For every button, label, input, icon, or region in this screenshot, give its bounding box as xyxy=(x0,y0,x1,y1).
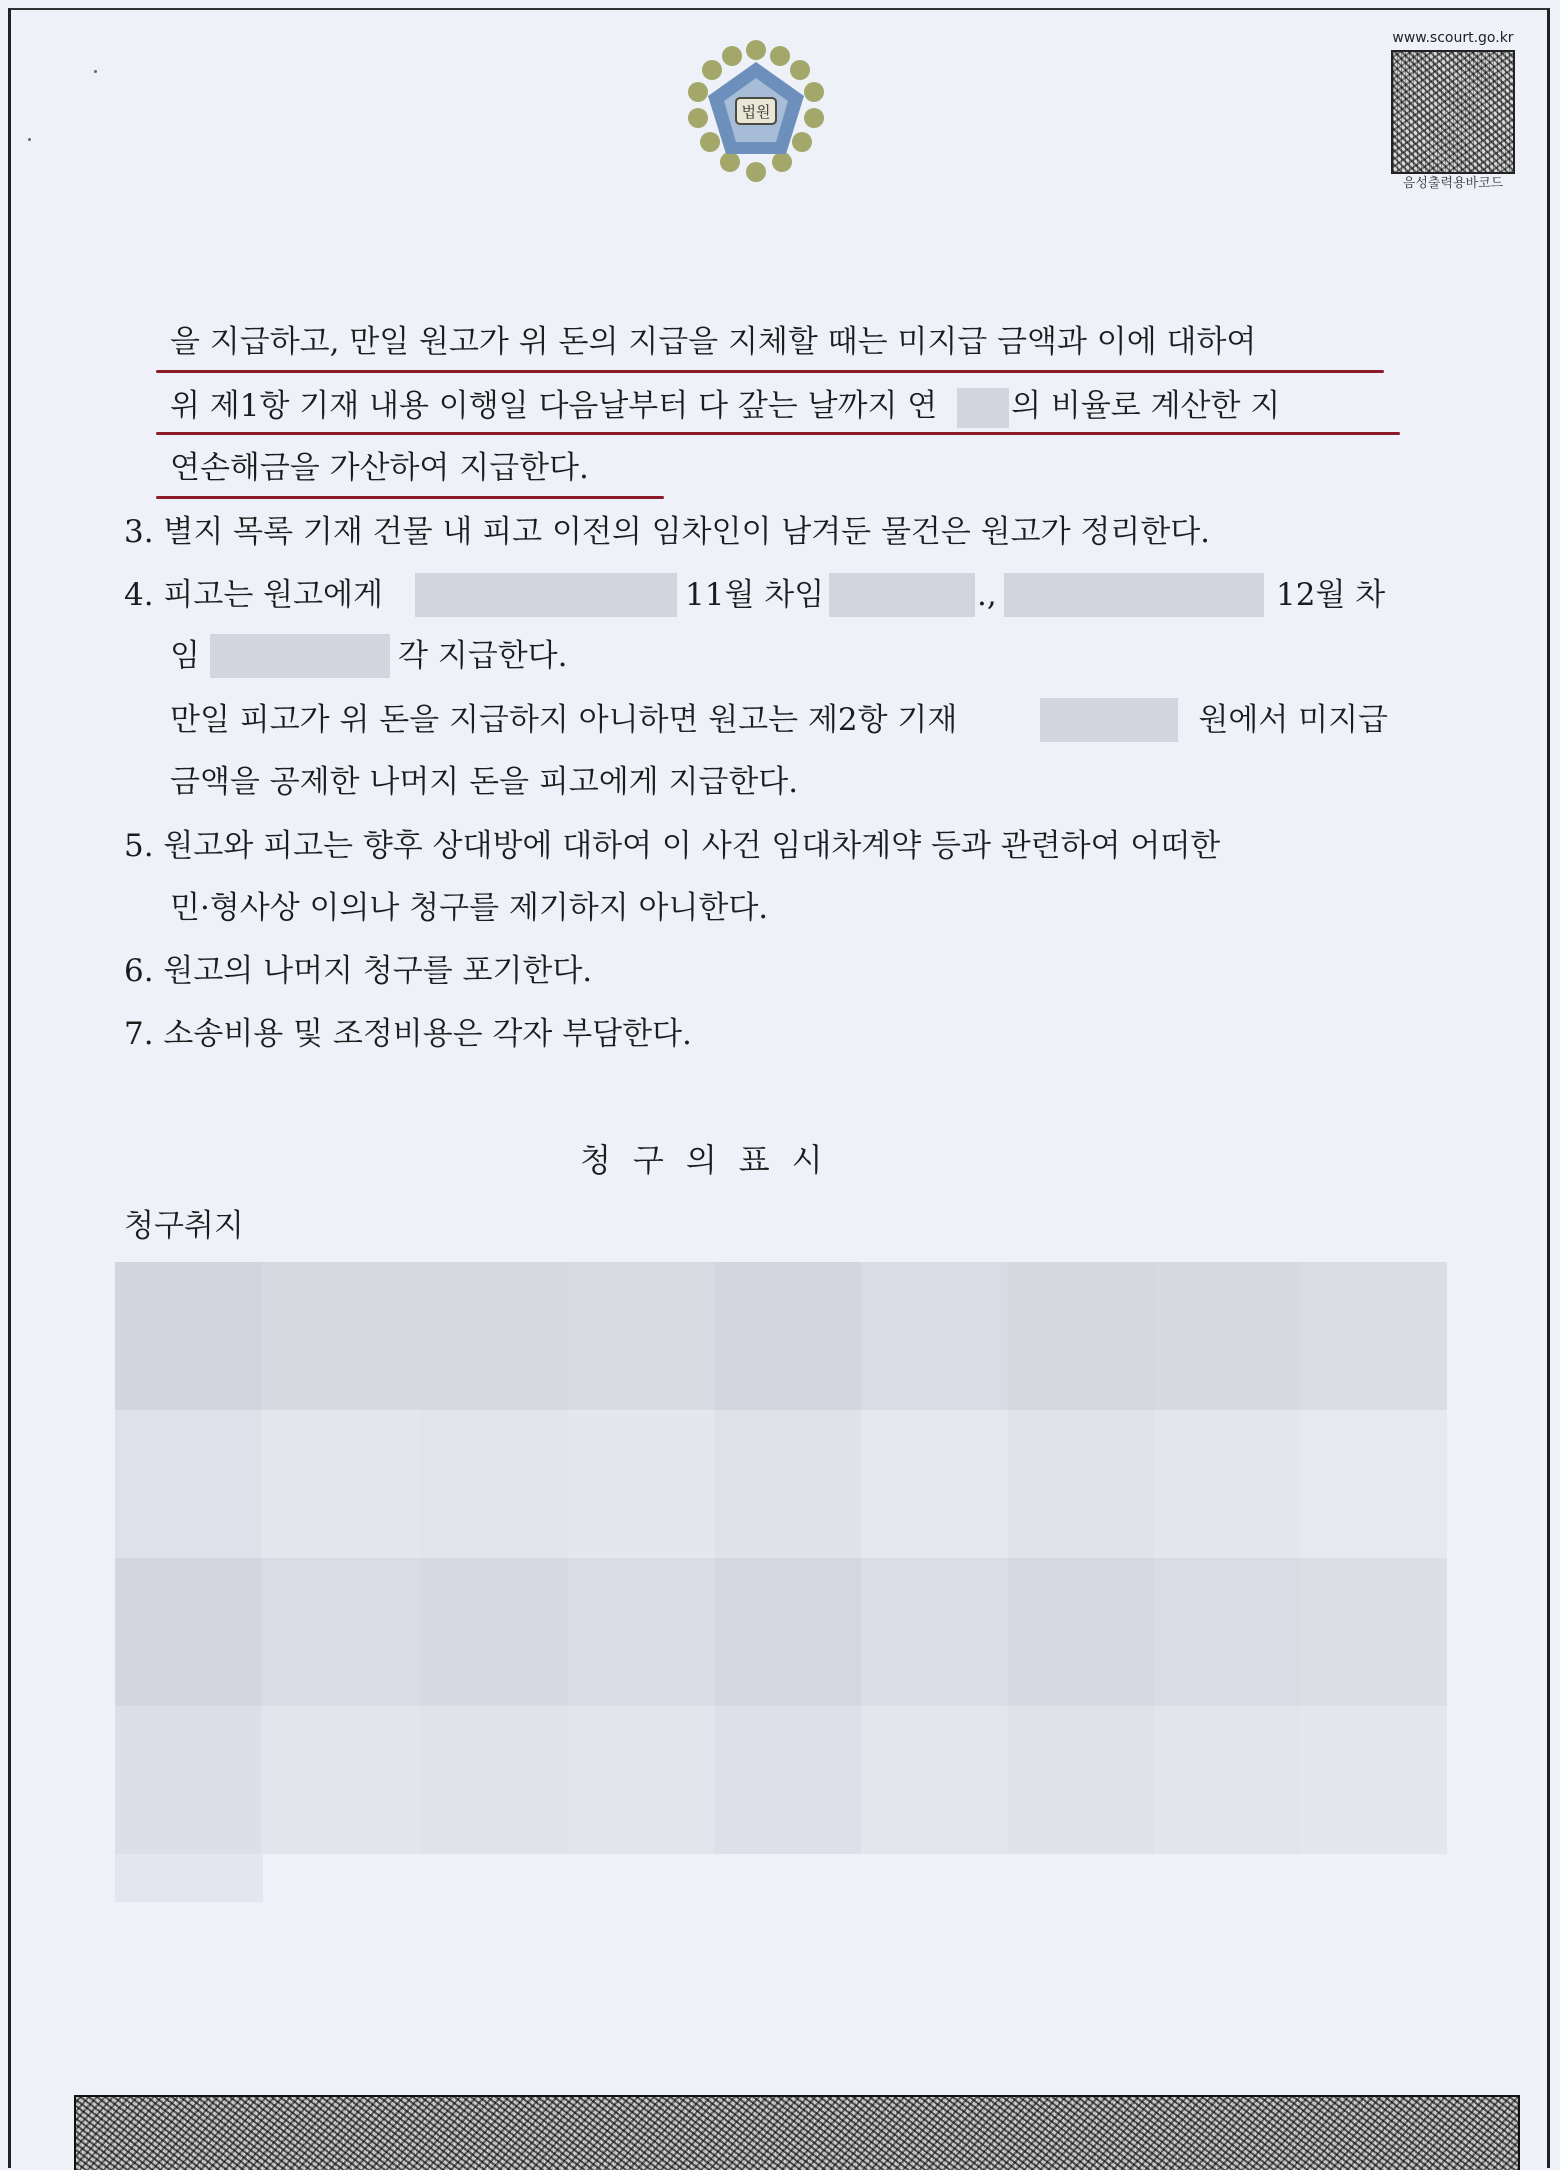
redacted-band xyxy=(115,1706,1447,1854)
redacted-claim-text xyxy=(115,1262,1447,1854)
item-6: 6. 원고의 나머지 청구를 포기한다. xyxy=(124,953,593,989)
redacted-amount xyxy=(829,573,975,617)
body-text: 만일 피고가 위 돈을 지급하지 아니하면 원고는 제2항 기재 xyxy=(170,702,958,738)
scan-speck xyxy=(94,70,97,73)
redacted-amount xyxy=(1040,698,1178,742)
redacted-amount xyxy=(210,634,390,678)
section-heading: 청구의표시 xyxy=(580,1141,845,1179)
court-emblem-logo xyxy=(678,36,834,192)
qr-code xyxy=(1391,50,1515,174)
item-7: 7. 소송비용 및 조정비용은 각자 부담한다. xyxy=(124,1016,692,1052)
footer-barcode xyxy=(74,2095,1520,2170)
qr-caption: 음성출력용바코드 xyxy=(1402,176,1504,191)
body-text: 임 xyxy=(170,638,200,674)
body-text: 11월 차임 xyxy=(685,577,825,613)
item-4-line-2 xyxy=(170,636,1370,684)
item-4-line-1 xyxy=(124,575,1388,623)
red-underline xyxy=(156,432,1400,435)
body-text: 을 지급하고, 만일 원고가 위 돈의 지급을 지체할 때는 미지급 금액과 이에 대하여 xyxy=(170,324,1257,360)
item-4-line-4: 금액을 공제한 나머지 돈을 피고에게 지급한다. xyxy=(170,764,799,800)
body-text: 의 비율로 계산한 지 xyxy=(1011,388,1281,424)
qr-url: www.scourt.go.kr xyxy=(1392,30,1514,46)
redacted-amount xyxy=(415,573,677,617)
body-text: 연손해금을 가산하여 지급한다. xyxy=(170,450,589,486)
body-line-2 xyxy=(170,386,1388,428)
body-text: ., xyxy=(977,577,997,613)
body-text: 각 지급한다. xyxy=(398,638,568,674)
redacted-claim-tail xyxy=(115,1854,263,1902)
body-line-3 xyxy=(170,448,589,488)
item-3: 3. 별지 목록 기재 건물 내 피고 이전의 임차인이 남겨둔 물건은 원고가 정리한다. xyxy=(124,514,1211,550)
item-5-line-1 xyxy=(124,826,1388,866)
body-text: 5. 원고와 피고는 향후 상대방에 대하여 이 사건 임대차계약 등과 관련하여 어떠한 xyxy=(124,828,1221,864)
body-text: 원에서 미지급 xyxy=(1198,702,1388,738)
redacted-band xyxy=(115,1410,1447,1558)
item-4-line-3 xyxy=(170,700,1388,748)
svg-text:법원: 법원 xyxy=(741,103,771,121)
redacted-amount xyxy=(1004,573,1264,617)
redacted-rate xyxy=(957,388,1009,428)
redacted-band xyxy=(115,1262,1447,1410)
body-text: 12월 차 xyxy=(1276,577,1386,613)
scan-speck xyxy=(28,138,31,141)
body-line-1 xyxy=(170,322,1388,362)
red-underline xyxy=(156,370,1384,373)
item-5-line-2: 민·형사상 이의나 청구를 제기하지 아니한다. xyxy=(170,890,769,926)
redacted-band xyxy=(115,1558,1447,1706)
section-subheading: 청구취지 xyxy=(124,1208,244,1244)
body-text: 4. 피고는 원고에게 xyxy=(124,577,383,613)
body-text: 위 제1항 기재 내용 이행일 다음날부터 다 갚는 날까지 연 xyxy=(170,388,938,424)
red-underline xyxy=(156,496,664,499)
